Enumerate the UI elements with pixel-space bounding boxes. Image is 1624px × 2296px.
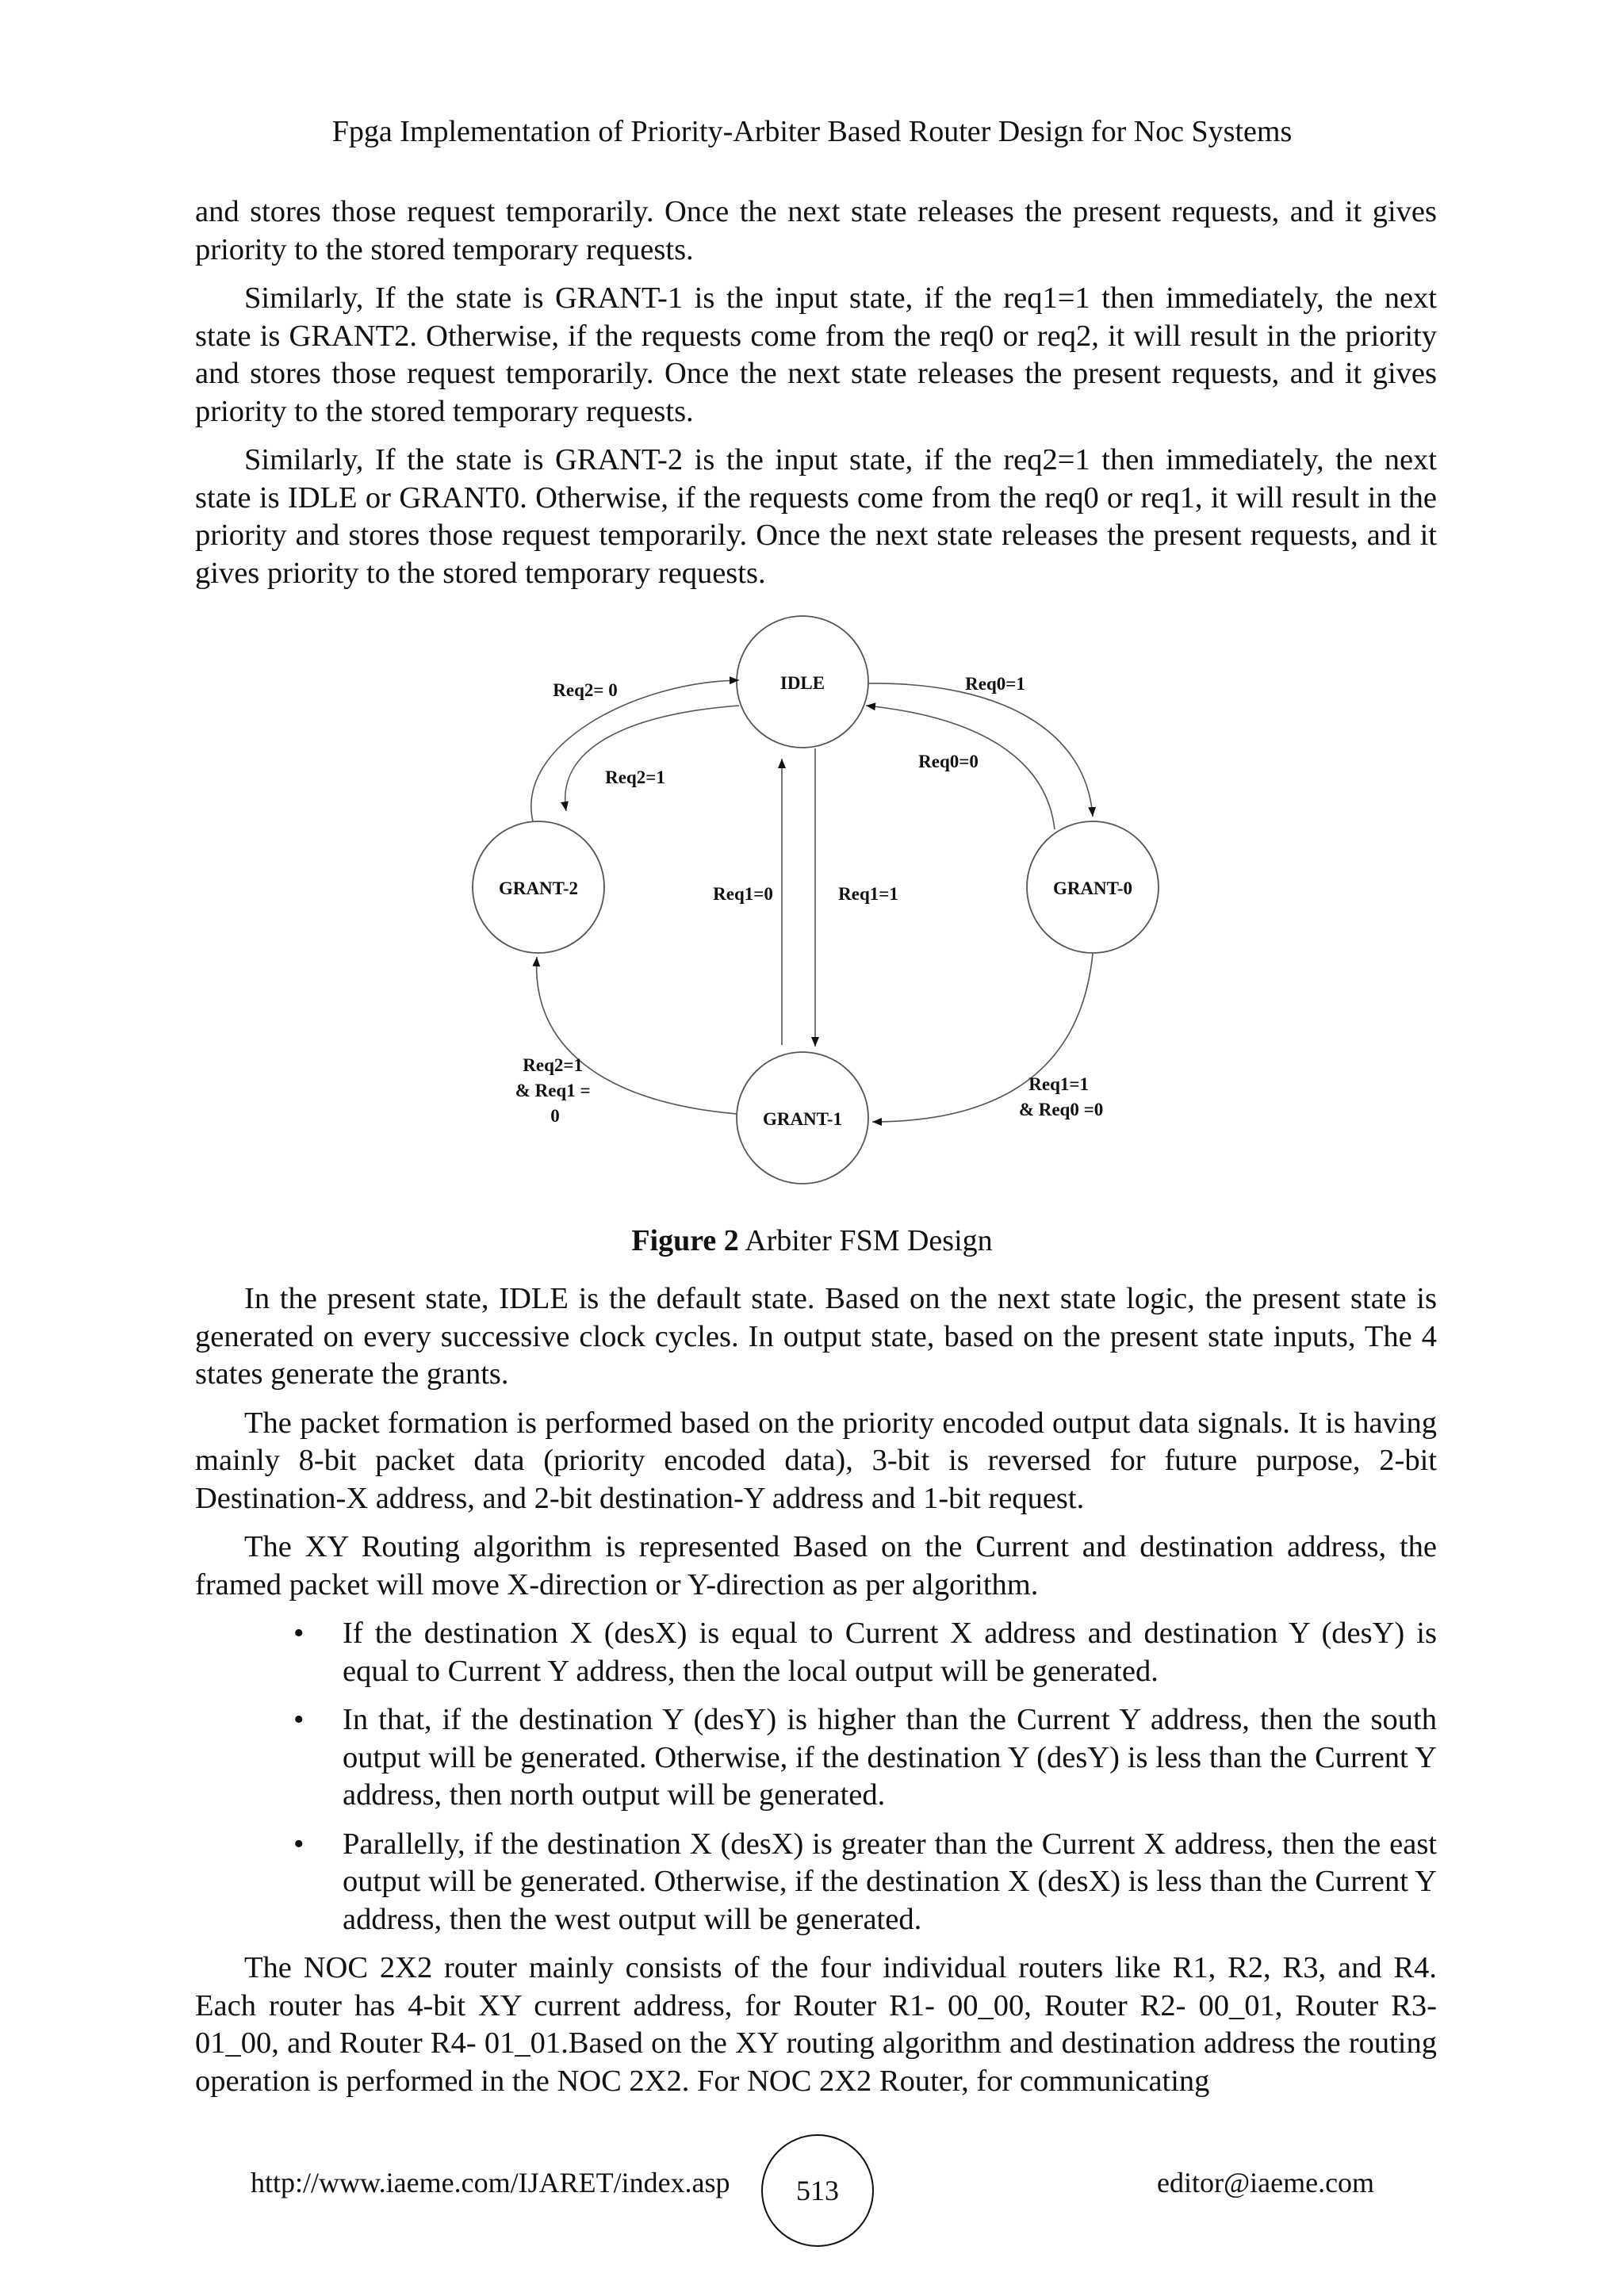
footer-url-link[interactable]: http://www.iaeme.com/IJARET/index.asp bbox=[251, 2167, 730, 2198]
list-item: • If the destination X (desX) is equal to Current X address and destination Y (desY) is equal to Current Y address, then the local output will be generated. bbox=[293, 1617, 1437, 1688]
label-req2-1-req1-0: Req2=1 & Req1 = 0 bbox=[515, 1055, 591, 1126]
paragraph: The NOC 2X2 router mainly consists of the four individual routers like R1, R2, R3, and R4. Each router has 4-bit XY current address, for Router R1- 00_00, Router R2- 00_01, Router R3- 01_00, and Router R4- 01_01.Based on the XY routing algorithm and destination address the routing operation is performed in the NOC 2X2. For NOC 2X2 Router, for communicating bbox=[195, 1951, 1437, 2098]
state-label-grant0: GRANT-0 bbox=[1052, 878, 1133, 898]
state-label-idle: IDLE bbox=[779, 673, 825, 693]
label-req0-1: Req0=1 bbox=[965, 674, 1025, 694]
label-req1-0: Req1=0 bbox=[713, 884, 773, 904]
label-req0-0: Req0=0 bbox=[918, 752, 979, 771]
figure-caption bbox=[0, 1223, 1624, 1258]
label-req1-1: Req1=1 bbox=[838, 884, 898, 904]
paragraph: Similarly, If the state is GRANT-1 is the input state, if the req1=1 then immediately, the next state is GRANT2. Otherwise, if the requests come from the req0 or req2, it will result in the priority and stores those request temporarily. Once the next state releases the present requests, and it gives priority to the stored temporary requests. bbox=[195, 281, 1437, 428]
label-req2-1: Req2=1 bbox=[605, 767, 665, 787]
arc-idle-to-grant2 bbox=[565, 706, 739, 811]
body-text-bottom bbox=[195, 1280, 1437, 2111]
page-number: 513 bbox=[761, 2134, 874, 2247]
arc-grant0-to-grant1 bbox=[872, 954, 1093, 1122]
paragraph: and stores those request temporarily. Once the next state releases the present requests, and it gives priority to the stored temporary requests. bbox=[195, 195, 1437, 266]
list-item: • In that, if the destination Y (desY) is higher than the Current Y address, then the south output will be generated. Otherwise, if the destination Y (desY) is less than the Current Y address, then north output will be generated. bbox=[293, 1703, 1437, 1812]
paragraph: The XY Routing algorithm is represented Based on the Current and destination address, the framed packet will move X-direction or Y-direction as per algorithm. bbox=[195, 1530, 1437, 1601]
caption-label: Figure 2 bbox=[631, 1224, 739, 1257]
bullet-icon: • bbox=[293, 1827, 304, 1861]
arc-grant2-to-idle bbox=[531, 680, 739, 821]
label-req2-0: Req2= 0 bbox=[553, 680, 618, 700]
body-text-top bbox=[195, 193, 1437, 603]
fsm-diagram bbox=[0, 603, 1624, 1237]
figure-arbiter-fsm bbox=[0, 603, 1624, 1237]
bullet-list bbox=[195, 1615, 1437, 1938]
footer-email-link[interactable]: editor@iaeme.com bbox=[1157, 2167, 1375, 2198]
state-label-grant1: GRANT-1 bbox=[762, 1109, 843, 1129]
paragraph: Similarly, If the state is GRANT-2 is the input state, if the req2=1 then immediately, the next state is IDLE or GRANT0. Otherwise, if the requests come from the req0 or req1, it will result in the priority and stores those request temporarily. Once the next state releases the present requests, and it gives priority to the stored temporary requests. bbox=[195, 443, 1437, 590]
bullet-icon: • bbox=[293, 1703, 304, 1736]
paragraph: In the present state, IDLE is the default state. Based on the next state logic, the present state is generated on every successive clock cycles. In output state, based on the present state inputs, The 4 states generate the grants. bbox=[195, 1282, 1437, 1391]
caption-text: Arbiter FSM Design bbox=[738, 1224, 993, 1257]
arc-idle-to-grant0 bbox=[868, 683, 1093, 817]
label-req1-1-req0-0: Req1=1 & Req0 =0 bbox=[1018, 1074, 1104, 1119]
paragraph: The packet formation is performed based on the priority encoded output data signals. It is having mainly 8-bit packet data (priority encoded data), 3-bit is reversed for future purpose, 2-bit Destination-X address, and 2-bit destination-Y address and 1-bit request. bbox=[195, 1406, 1437, 1515]
list-item: • Parallelly, if the destination X (desX) is greater than the Current X address, then the east output will be generated. Otherwise, if the destination X (desX) is less than the Current Y address, then the west output will be generated. bbox=[293, 1827, 1437, 1936]
bullet-icon: • bbox=[293, 1617, 304, 1650]
running-header: Fpga Implementation of Priority-Arbiter Based Router Design for Noc Systems bbox=[331, 115, 1293, 148]
state-label-grant2: GRANT-2 bbox=[498, 878, 579, 898]
